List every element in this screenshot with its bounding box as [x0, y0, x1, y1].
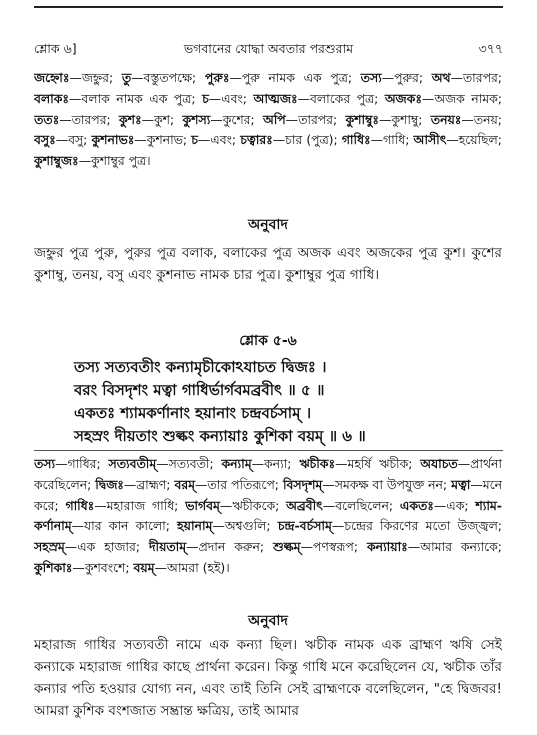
synonym-meaning: কন্যা; [264, 456, 292, 471]
synonym-word: অব্রবীৎ [286, 497, 323, 513]
synonym-meaning: ঋচীককে; [232, 497, 280, 513]
synonym-meaning: কুশাম্বু; [391, 111, 423, 127]
verse-line: বরং বিসদৃশং মত্বা গাধির্ভার্গবমব্রবীৎ ॥ ৫ ॥ [74, 381, 325, 399]
verse-line: সহস্রং দীয়তাং শুল্কং কন্যায়াঃ কুশিকা বয়ম্ ॥ ৬ ॥ [74, 427, 366, 445]
synonym-meaning: পুরুর; [394, 70, 424, 85]
synonym-meaning: তারপর; [298, 111, 338, 127]
synonym-meaning: বস্তুতপক্ষে; [143, 70, 197, 85]
synonym-word: কুশিকাঃ [34, 559, 73, 575]
synonym-meaning: কুশের; [222, 111, 255, 127]
synonym-meaning: পণস্বরূপ; [312, 539, 359, 555]
synonym-word: শ্যাম-কর্ণানাম্ [34, 497, 502, 534]
synonym-meaning: অশ্বগুলি; [224, 518, 271, 534]
synonym-word: সত্যবতীম্ [108, 456, 157, 471]
synonym-meaning: চন্দ্রের কিরণের মতো উজ্জ্বল; [344, 518, 502, 534]
synonym-word: গাধিঃ [65, 497, 95, 513]
synonym-word: একতঃ [399, 497, 434, 513]
verse-line: একতঃ শ্যামকর্ণানাং হয়ানাং চন্দ্রবর্চসাম্ । [74, 404, 312, 422]
synonym-meaning: পুরু নামক এক পুত্র; [241, 70, 353, 85]
synonym-meaning: এক; [446, 497, 469, 513]
synonym-meaning: আমরা (হই)। [166, 559, 230, 575]
synonym-meaning: বলাকের পুত্র; [309, 90, 379, 106]
header-verse-ref: শ্লোক ৬] [34, 41, 77, 56]
synonym-meaning: চার (পুত্র); [285, 132, 338, 148]
translation-heading-1: অনুবাদ [248, 217, 288, 233]
synonym-word: বসুঃ [34, 132, 56, 148]
synonym-word: কুশস্য [182, 111, 211, 127]
synonym-word: দ্বিজঃ [95, 476, 124, 492]
synonym-word: কন্যাম্ [221, 456, 252, 471]
verse-heading: শ্লোক ৫-৬ [239, 333, 297, 349]
synonym-word: আসীৎ [413, 132, 447, 148]
synonym-word: পুরুঃ [204, 70, 230, 85]
synonym-word: অযাচত [420, 456, 458, 471]
synonym-meaning: যার কান কালো; [84, 518, 170, 534]
synonym-word: চ [191, 132, 198, 148]
synonym-meaning: জহ্নুর; [81, 70, 114, 85]
synonym-word: চন্দ্র-বর্চসাম্ [277, 518, 332, 534]
synonym-word: তস্য [34, 456, 56, 471]
synonym-word: চ [202, 90, 209, 106]
translation-text-1: জহ্নুর পুত্র পুরু, পুরুর পুত্র বলাক, বলাকের পুত্র অজক এবং অজকের পুত্র কুশ। কুশের কুশাম্বু, তনয়, বসু এবং কুশনাভ নামক চার পুত্র। কুশাম্বুর পুত্র গাধি। [34, 245, 502, 283]
synonym-meaning: মনে করে; [34, 476, 502, 513]
separator-line [34, 450, 503, 451]
synonym-word: কুশনাভঃ [91, 132, 135, 148]
synonym-word: বরম্ [174, 476, 196, 492]
synonym-meaning: আমার কন্যাকে; [420, 539, 502, 555]
synonym-meaning: প্রার্থনা করেছিলেন; [34, 456, 502, 492]
synonym-word: দীয়তাম্ [149, 539, 187, 555]
synonym-meaning: তনয়; [473, 111, 502, 127]
synonym-word: অথ [431, 70, 451, 85]
synonym-meaning: তার পতিরূপে; [207, 476, 279, 492]
synonym-word: কন্যায়াঃ [367, 539, 408, 555]
synonym-meaning: এবং; [221, 90, 247, 106]
synonym-meaning: প্রদান করুন; [198, 539, 265, 555]
synonym-meaning: কুশাম্বুর পুত্র। [90, 153, 151, 169]
synonym-meaning: বসু; [68, 132, 88, 148]
synonym-word: সহস্রম্ [34, 539, 65, 555]
synonym-word: তু [121, 70, 132, 85]
synonym-meaning: বলাক নামক এক পুত্র; [81, 90, 196, 106]
synonym-meaning: সমকক্ষ বা উপযুক্ত নন; [334, 476, 448, 492]
verse-line: তস্য সত্যবতীং কন্যামৃচীকোঽযাচত দ্বিজঃ । [74, 358, 327, 376]
synonym-word: মত্বা [451, 476, 471, 492]
synonym-word: অজকঃ [384, 90, 422, 106]
header-chapter-title: ভগবানের যোদ্ধা অবতার পরশুরাম [183, 41, 354, 56]
synonym-word: তস্য [360, 70, 382, 85]
synonym-meaning: কুশবংশে; [84, 559, 130, 575]
synonym-word: অপি [262, 111, 286, 127]
top-rule [34, 6, 503, 8]
synonym-meaning: কুশনাভ; [146, 132, 188, 148]
synonym-meaning: তারপর; [71, 111, 111, 127]
synonym-word: ভার্গবম্ [185, 497, 220, 513]
synonym-meaning: এক হাজার; [77, 539, 141, 555]
running-header [34, 40, 503, 58]
synonym-word: হয়ানাম্ [177, 518, 213, 534]
synonym-word: কুশাম্বুজঃ [34, 153, 79, 169]
synonym-word: ঋচীকঃ [299, 456, 336, 471]
synonym-word: বিসদৃশম্ [282, 476, 323, 492]
synonyms-block-2: তস্য—গাধির; সত্যবতীম্—সত্যবতী; কন্যাম্—কন্যা; ঋচীকঃ—মহর্ষি ঋচীক; অযাচত—প্রার্থনা করেছিলেন; দ্বিজঃ—ব্রাহ্মণ; বরম্—তার পতিরূপে; বিসদৃশম্—সমকক্ষ বা উপযুক্ত নন; মত্বা—মনে করে; গাধিঃ—মহারাজ গাধি; ভার্গবম্—ঋচীককে; অব্রবীৎ—বলেছিলেন; একতঃ—এক; শ্যাম-কর্ণানাম্—যার কান কালো; হয়ানাম্—অশ্বগুলি; চন্দ্র-বর্চসাম্—চন্দ্রের কিরণের মতো উজ্জ্বল; সহস্রম্—এক হাজার; দীয়তাম্—প্রদান করুন; শুল্কম্—পণস্বরূপ; কন্যায়াঃ—আমার কন্যাকে; কুশিকাঃ—কুশবংশে; বয়ম্—আমরা (হই)। [34, 456, 502, 575]
synonym-meaning: মহারাজ গাধি; [106, 497, 179, 513]
synonym-word: ততঃ [34, 111, 60, 127]
synonym-meaning: গাধির; [67, 456, 101, 471]
synonym-word: বলাকঃ [34, 90, 69, 106]
synonym-meaning: বলেছিলেন; [335, 497, 394, 513]
synonym-meaning: অজক নামক; [434, 90, 502, 106]
synonym-meaning: এবং; [210, 132, 237, 148]
synonyms-block-1: জহ্নোঃ—জহ্নুর; তু—বস্তুতপক্ষে; পুরুঃ—পুরু নামক এক পুত্র; তস্য—পুরুর; অথ—তারপর; বলাকঃ—বলাক নামক এক পুত্র; চ—এবং; আত্মজঃ—বলাকের পুত্র; অজকঃ—অজক নামক; ততঃ—তারপর; কুশঃ—কুশ; কুশস্য—কুশের; অপি—তারপর; কুশাম্বুঃ—কুশাম্বু; তনয়ঃ—তনয়; বসুঃ—বসু; কুশনাভঃ—কুশনাভ; চ—এবং; চত্বারঃ—চার (পুত্র); গাধিঃ—গাধি; আসীৎ—হয়েছিল; কুশাম্বুজঃ—কুশাম্বুর পুত্র। [34, 70, 502, 169]
synonym-meaning: গাধি; [383, 132, 410, 148]
synonym-word: কুশাম্বুঃ [345, 111, 379, 127]
synonym-word: শুল্কম্ [273, 539, 301, 555]
synonym-meaning: তারপর; [462, 70, 502, 85]
synonym-meaning: মহর্ষি ঋচীক; [347, 456, 413, 471]
translation-text-2: মহারাজ গাধির সত্যবতী নামে এক কন্যা ছিল। ঋচীক নামক এক ব্রাহ্মণ ঋষি সেই কন্যাকে মহারাজ গাধির কাছে প্রার্থনা করেন। কিন্তু গাধি মনে করেছিলেন যে, ঋচীক তাঁর কন্যার পতি হওয়ার যোগ্য নন, এবং তাই তিনি সেই ব্রাহ্মণকে বলেছিলেন, "হে দ্বিজবর! আমরা কুশিক বংশজাত সম্ভ্রান্ত ক্ষত্রিয়, তাই আমার [34, 637, 502, 719]
synonym-word: কুশঃ [119, 111, 142, 127]
synonym-meaning: কুশ; [154, 111, 175, 127]
synonym-meaning: ব্রাহ্মণ; [136, 476, 171, 492]
translation-heading-2: অনুবাদ [248, 613, 288, 629]
synonym-word: তনয়ঃ [430, 111, 462, 127]
synonym-word: চত্বারঃ [240, 132, 273, 148]
synonym-meaning: হয়েছিল; [458, 132, 502, 148]
synonym-meaning: সত্যবতী; [168, 456, 214, 471]
header-page-number: ৩৭৭ [478, 41, 503, 56]
synonym-word: জহ্নোঃ [34, 70, 70, 85]
synonym-word: গাধিঃ [341, 132, 371, 148]
synonym-word: আত্মজঃ [253, 90, 298, 106]
synonym-word: বয়ম্ [133, 559, 155, 575]
verse-block [74, 356, 504, 448]
